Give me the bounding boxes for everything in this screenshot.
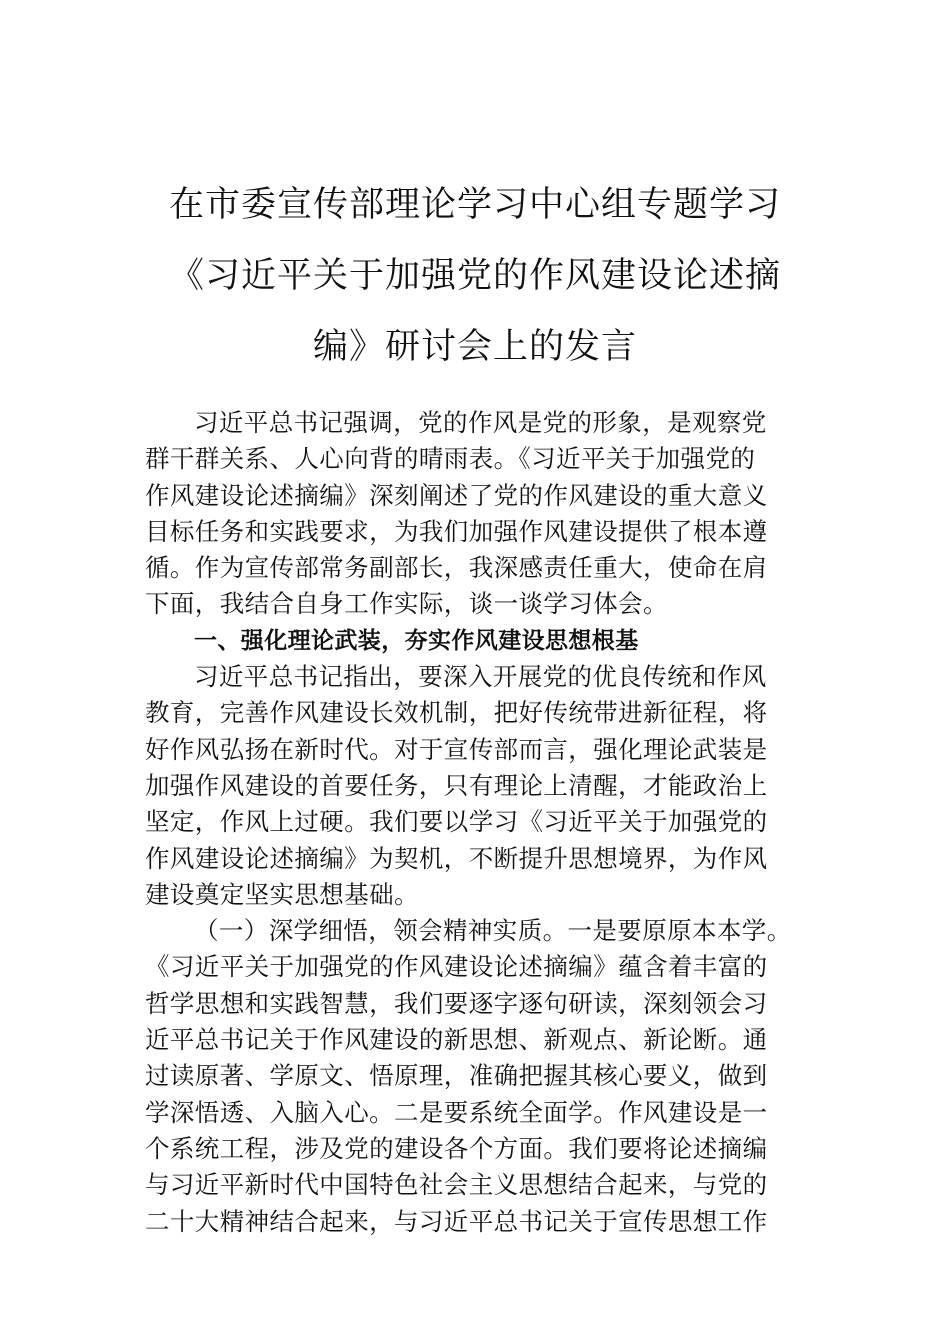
paragraph-line: 建设奠定坚实思想基础。 [145,879,419,909]
paragraph-line: （一）深学细悟，领会精神实质。一是要原原本本学。 [194,916,792,946]
title-line-2: 《习近平关于加强党的作风建设论述摘 [168,256,781,296]
paragraph-line: 过读原著、学原文、悟原理，准确把握其核心要义，做到 [145,1061,768,1091]
paragraph-line: 目标任务和实践要求，为我们加强作风建设提供了根本遵 [145,516,768,546]
paragraph-line: 个系统工程，涉及党的建设各个方面。我们要将论述摘编 [145,1133,768,1163]
paragraph-line: 近平总书记关于作风建设的新思想、新观点、新论断。通 [145,1025,768,1055]
paragraph-line: 循。作为宣传部常务副部长，我深感责任重大，使命在肩 [145,553,768,583]
paragraph-line: 与习近平新时代中国特色社会主义思想结合起来，与党的 [145,1170,768,1200]
paragraph-line: 好作风弘扬在新时代。对于宣传部而言，强化理论武装是 [145,734,768,764]
document-title [140,170,810,383]
paragraph-line: 学深悟透、入脑入心。二是要系统全面学。作风建设是一 [145,1097,768,1127]
paragraph-line: 作风建设论述摘编》深刻阐述了党的作风建设的重大意义 [145,480,768,510]
paragraph-line: 教育，完善作风建设长效机制，把好传统带进新征程，将 [145,698,768,728]
paragraph-line: 哲学思想和实践智慧，我们要逐字逐句研读，深刻领会习 [145,988,768,1018]
paragraph-line: 作风建设论述摘编》为契机，不断提升思想境界，为作风 [145,843,768,873]
paragraph-line: 下面，我结合自身工作实际，谈一谈学习体会。 [145,589,668,619]
paragraph-line: 坚定，作风上过硬。我们要以学习《习近平关于加强党的 [145,807,768,837]
paragraph-line: 二十大精神结合起来，与习近平总书记关于宣传思想工作 [145,1206,768,1236]
paragraph-line: 《习近平关于加强党的作风建设论述摘编》蕴含着丰富的 [145,952,768,982]
paragraph-line: 加强作风建设的首要任务，只有理论上清醒，才能政治上 [145,770,768,800]
title-line-3: 编》研讨会上的发言 [312,327,637,367]
document-body [145,405,815,1240]
paragraph-line: 群干群关系、人心向背的晴雨表。《习近平关于加强党的 [145,444,756,474]
paragraph-line: 习近平总书记指出，要深入开展党的优良传统和作风 [194,662,767,692]
paragraph-line: 习近平总书记强调，党的作风是党的形象，是观察党 [194,408,767,437]
section-heading: 一、强化理论武装，夯实作风建设思想根基 [194,627,639,654]
title-line-1: 在市委宣传部理论学习中心组专题学习 [168,185,781,225]
